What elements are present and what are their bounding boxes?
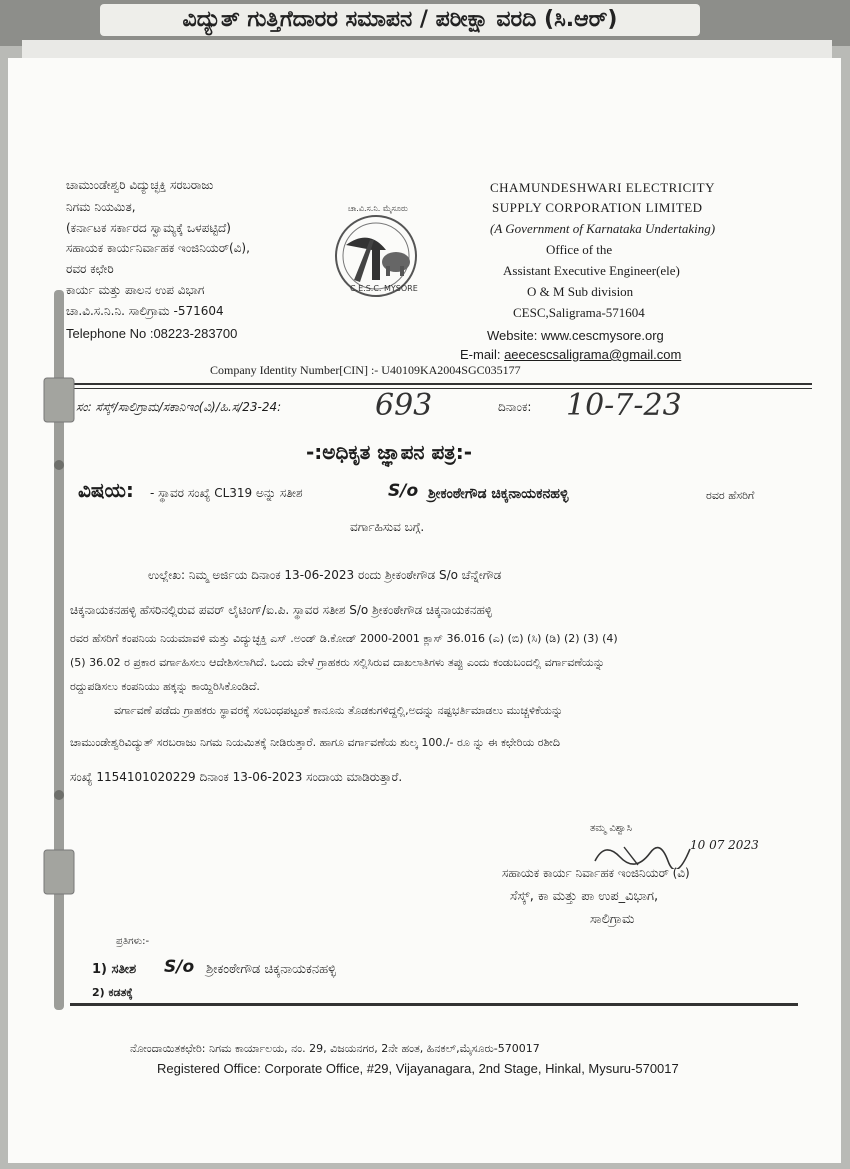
copy-to-item-2: 2) ಕಡತಕ್ಕೆ [92,986,133,999]
company-cin: Company Identity Number[CIN] :- U40109KA2004SGC035177 [210,363,521,377]
website: Website: www.cescmysore.org [487,328,664,343]
body-line-4: (5) 36.02 ರ ಪ್ರಕಾರ ವರ್ಗಾಹಿಸಲು ಆದೇಶಿಸಲಾಗಿದೆ. ಒಂದು ವೇಳೆ ಗ್ರಾಹಕರು ಸಲ್ಲಿಸಿರುವ ದಾಖಲಾತಿಗಳು ತಪ್ಪು ಎಂದು ಕಂಡುಬಂದಲ್ಲಿ ವರ್ಗಾವಣೆಯನ್ನು [70,656,605,669]
subdivision-kn: ಕಾರ್ಯ ಮತ್ತು ಪಾಲನ ಉಪ ವಿಭಾಗ [66,283,205,297]
body-line-1: ಉಲ್ಲೇಖ: ನಿಮ್ಮ ಅರ್ಜಿಯ ದಿನಾಂಕ 13-06-2023 ರಂದು ಶ್ರೀಕಂಠೇಗೌಡ S/o ಚೆನ್ನೇಗೌಡ [148,568,502,582]
body-line-5: ರದ್ದುಪಡಿಸಲು ಕಂಪನಿಯು ಹಕ್ಕನ್ನು ಕಾಯ್ದಿರಿಸಿಕೊಂಡಿದೆ. [70,680,260,693]
signature-office: ಸೆಸ್ಕ್, ಕಾ ಮತ್ತು ಪಾ ಉಪ_ವಿಭಾಗ, [510,889,659,904]
body-line-2: ಚಿಕ್ಕನಾಯಕನಹಳ್ಳಿ ಹೆಸರಿನಲ್ಲಿರುವ ಪವರ್ ಲೈಟಿಂಗ್/ಐ.ಪಿ. ಸ್ಥಾವರ ಸತೀಶ S/o ಶ್ರೀಕಂಠೇಗೌಡ ಚಿಕ್ಕನಾಯಕನಹಳ್ಳಿ [70,603,493,617]
telephone: Telephone No :08223-283700 [66,326,238,341]
reference-handwritten-number: 693 [375,388,433,423]
office-title-en: Assistant Executive Engineer(ele) [503,263,680,278]
copy-to-label: ಪ್ರತಿಗಳು:- [116,936,150,947]
footer-divider [70,1003,798,1006]
body-line-3: ರವರ ಹೆಸರಿಗೆ ಕಂಪನಿಯ ನಿಯಮಾವಳಿ ಮತ್ತು ವಿದ್ಯುಚ್ಛಕ್ತಿ ಎಸ್ .ಅಂಡ್ ಡಿ.ಕೋಡ್ 2000-2001 ಕ್ಲಾಸ್ 36.016 (ಎ) (ಬಿ) (ಸಿ) (ಡಿ) (2) (3) (4) [70,632,618,645]
body-line-7: ಚಾಮುಂಡೇಶ್ವರಿವಿದ್ಯುತ್ ಸರಬರಾಜು ನಿಗಮ ನಿಯಮಿತಕ್ಕೆ ನೀಡಿರುತ್ತಾರೆ. ಹಾಗೂ ವರ್ಗಾವಣೆಯ ಶುಲ್ಕ 100./- ರೂ ನ್ನು ಈ ಕಛೇರಿಯ ರಶೀದಿ [70,736,560,749]
footer-address-en: Registered Office: Corporate Office, #29, Vijayanagara, 2nd Stage, Hinkal, Mysuru-570017 [157,1061,679,1076]
header-divider-2 [70,388,812,389]
email-link[interactable]: aeecescsaligrama@gmail.com [504,347,682,362]
office-kn: ರವರ ಕಛೇರಿ [66,262,114,276]
logo-bottom-text: C.E.S.C. MYSORE [350,284,418,293]
copy-to-item-1-a: 1) ಸತೀಶ [92,962,137,977]
copy-to-item-1-b: ಶ್ರೀಕಂಠೇಗೌಡ ಚಿಕ್ಕನಾಯಕನಹಳ್ಳಿ [206,962,337,977]
body-line-6: ವರ್ಗಾವಣೆ ಪಡೆದು ಗ್ರಾಹಕರು ಸ್ಥಾವರಕ್ಕೆ ಸಂಬಂಧಪಟ್ಟಂತೆ ಕಾನೂನು ತೊಡಕುಗಳಿದ್ದಲ್ಲಿ,ಅದನ್ನು ನಷ್ಟಭರ್ತಿಮಾಡಲು ಮುಚ್ಚಳಿಕೆಯನ್ನು [114,704,563,717]
header-divider-1 [70,383,812,385]
org-name-en-2: SUPPLY CORPORATION LIMITED [492,200,703,215]
reference-number: ಸಂ: ಸೆಸ್ಕ್/ಸಾಲಿಗ್ರಾಮ/ಸಕಾನಿಇಂ(ವಿ)/ಹಿ.ಸ/23-24: [76,400,282,414]
subject-line-1-part-c: ರವರ ಹೆಸರಿಗೆ [706,489,755,502]
email-label: E-mail: [460,347,505,362]
memo-heading: -:ಅಧಿಕೃತ ಜ್ಞಾಪನ ಪತ್ರ:- [306,440,473,464]
email-line [460,347,681,362]
subject-line-1-part-a: - ಸ್ಥಾವರ ಸಂಖ್ಯೆ CL319 ಅನ್ನು ಸತೀಶ [150,486,303,500]
subject-label: ವಿಷಯ: [78,478,134,502]
date-handwritten: 10-7-23 [566,388,682,423]
signature-place: ಸಾಲಿಗ್ರಾಮ [590,912,635,927]
govt-undertaking-kn: (ಕರ್ನಾಟಕ ಸರ್ಕಾರದ ಸ್ವಾಮ್ಯಕ್ಕೆ ಒಳಪಟ್ಟಿದೆ) [66,221,231,235]
org-name-kn-1: ಚಾಮುಂಡೇಶ್ವರಿ ವಿದ್ಯುಚ್ಛಕ್ತಿ ಸರಬರಾಜು [66,178,214,192]
address-en: CESC,Saligrama-571604 [513,305,645,320]
cesc-logo [324,204,434,300]
org-name-en-1: CHAMUNDESHWARI ELECTRICITY [490,180,715,195]
file-binder-clip [40,290,76,1010]
subject-s-o: S/o [388,481,419,501]
top-band-title: ವಿದ್ಯುತ್ ಗುತ್ತಿಗೆದಾರರ ಸಮಾಪನ / ಪರೀಕ್ಷಾ ವರದಿ (ಸಿ.ಆರ್) [100,4,700,36]
subject-line-2: ವರ್ಗಾಹಿಸುವ ಬಗ್ಗೆ. [350,520,425,534]
logo-top-text: ಚಾ.ವಿ.ಸ.ನಿ. ಮೈಸೂರು [348,204,408,213]
signature-salutation: ತಮ್ಮ ವಿಶ್ವಾಸಿ [590,823,632,834]
subdivision-en: O & M Sub division [527,284,634,299]
copy-to-item-1-s-o: S/o [164,957,195,977]
signature-designation: ಸಹಾಯಕ ಕಾರ್ಯ ನಿರ್ವಾಹಕ ಇಂಜಿನಿಯರ್ (ವಿ) [502,866,690,880]
office-of-en: Office of the [546,242,613,257]
office-title-kn: ಸಹಾಯಕ ಕಾರ್ಯನಿರ್ವಾಹಕ ಇಂಜಿನಿಯರ್(ವಿ), [66,241,250,255]
signature-date: 10 07 2023 [690,838,759,852]
subject-line-1-part-b: ಶ್ರೀಕಂಠೇಗೌಡ ಚಿಕ್ಕನಾಯಕನಹಳ್ಳಿ [428,486,569,502]
govt-undertaking-en: (A Government of Karnataka Undertaking) [490,221,716,236]
date-label: ದಿನಾಂಕ: [498,400,532,414]
address-kn: ಚಾ.ವಿ.ಸ.ನಿ.ನಿ. ಸಾಲಿಗ್ರಾಮ -571604 [66,304,224,318]
org-name-kn-2: ನಿಗಮ ನಿಯಮಿತ, [66,200,136,214]
footer-address-kn: ನೋಂದಾಯಿತಕಛೇರಿ: ನಿಗಮ ಕಾರ್ಯಾಲಯ, ನಂ. 29, ವಿಜಯನಗರ, 2ನೇ ಹಂತ, ಹಿನಕಲ್,ಮೈಸೂರು-570017 [130,1042,540,1055]
body-line-8: ಸಂಖ್ಯೆ 1154101020229 ದಿನಾಂಕ 13-06-2023 ಸಂದಾಯ ಮಾಡಿರುತ್ತಾರೆ. [70,770,403,784]
